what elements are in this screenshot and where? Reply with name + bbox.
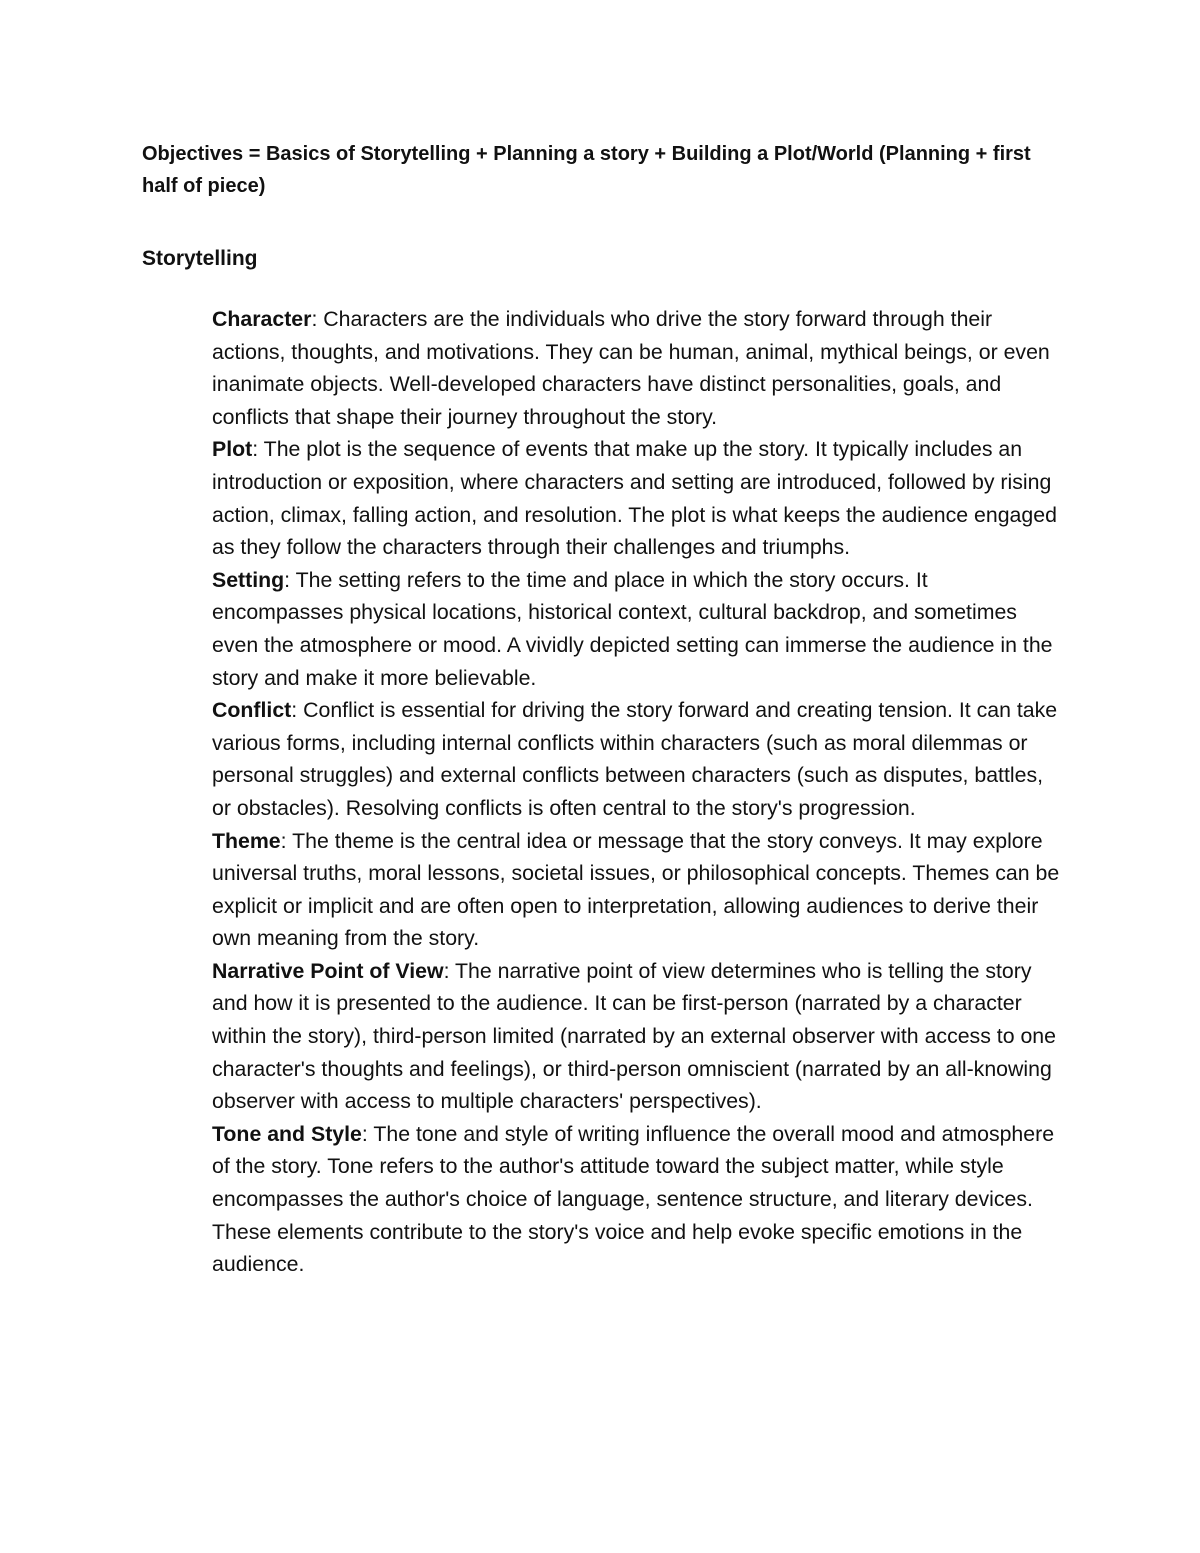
objectives-line: Objectives = Basics of Storytelling + Planning a story + Building a Plot/World (Planning + first half of piece) [142,143,1031,197]
definition-theme [212,825,1062,955]
term-tone-and-style: Tone and Style [212,1121,362,1146]
term-character: Character [212,307,312,331]
definition-plot-text: : The plot is the sequence of events that make up the story. It typically includes an introduction or exposition, where characters and setting are introduced, followed by rising action, climax, falling action, and resolution. The plot is what keeps the audience engaged as they follow the characters through their challenges and triumphs. [212,437,1057,560]
definition-character [212,303,1062,433]
storytelling-definitions [212,303,1062,1281]
term-plot: Plot [212,437,253,462]
definition-plot [212,433,1062,563]
definition-tone-and-style [212,1118,1062,1281]
definition-conflict-text: : Conflict is essential for driving the story forward and creating tension. It can take various forms, including internal conflicts within characters (such as moral dilemmas or personal struggles) and external conflicts between characters (such as disputes, battles, or obstacles). Resolving conflicts is often central to the story's progression. [212,698,1058,820]
definition-tone-and-style-text: : The tone and style of writing influence the overall mood and atmosphere of the story. Tone refers to the author's attitude toward the subject matter, while style encompasses the author's choice of language, sentence structure, and literary devices. These elements contribute to the story's voice and help evoke specific emotions in the audience. [212,1121,1055,1277]
definition-character-text: : Characters are the individuals who drive the story forward through their actions, thoughts, and motivations. They can be human, animal, mythical beings, or even inanimate objects. Well-developed characters have distinct personalities, goals, and conflicts that shape their journey throughout the story. [212,307,1050,429]
term-theme: Theme [212,828,281,853]
definition-narrative-point-of-view-text: : The narrative point of view determines who is telling the story and how it is presented to the audience. It can be first-person (narrated by a character within the story), third-person limited (narrated by an external observer with access to one character's thoughts and feelings), or third-person omniscient (narrated by an all-knowing observer with access to multiple characters' perspectives). [212,958,1056,1114]
definition-conflict [212,694,1062,824]
definition-setting [212,564,1062,694]
section-heading-storytelling: Storytelling [142,247,258,270]
definition-theme-text: : The theme is the central idea or message that the story conveys. It may explore universal truths, moral lessons, societal issues, or philosophical concepts. Themes can be explicit or implicit and are often open to interpretation, allowing audiences to derive their own meaning from the story. [212,828,1060,951]
definition-setting-text: : The setting refers to the time and place in which the story occurs. It encompasses physical locations, historical context, cultural backdrop, and sometimes even the atmosphere or mood. A vividly depicted setting can immerse the audience in the story and make it more believable. [212,567,1053,690]
term-conflict: Conflict [212,698,292,723]
term-setting: Setting [212,567,285,592]
term-narrative-point-of-view: Narrative Point of View [212,958,444,983]
definition-narrative-point-of-view [212,955,1062,1118]
